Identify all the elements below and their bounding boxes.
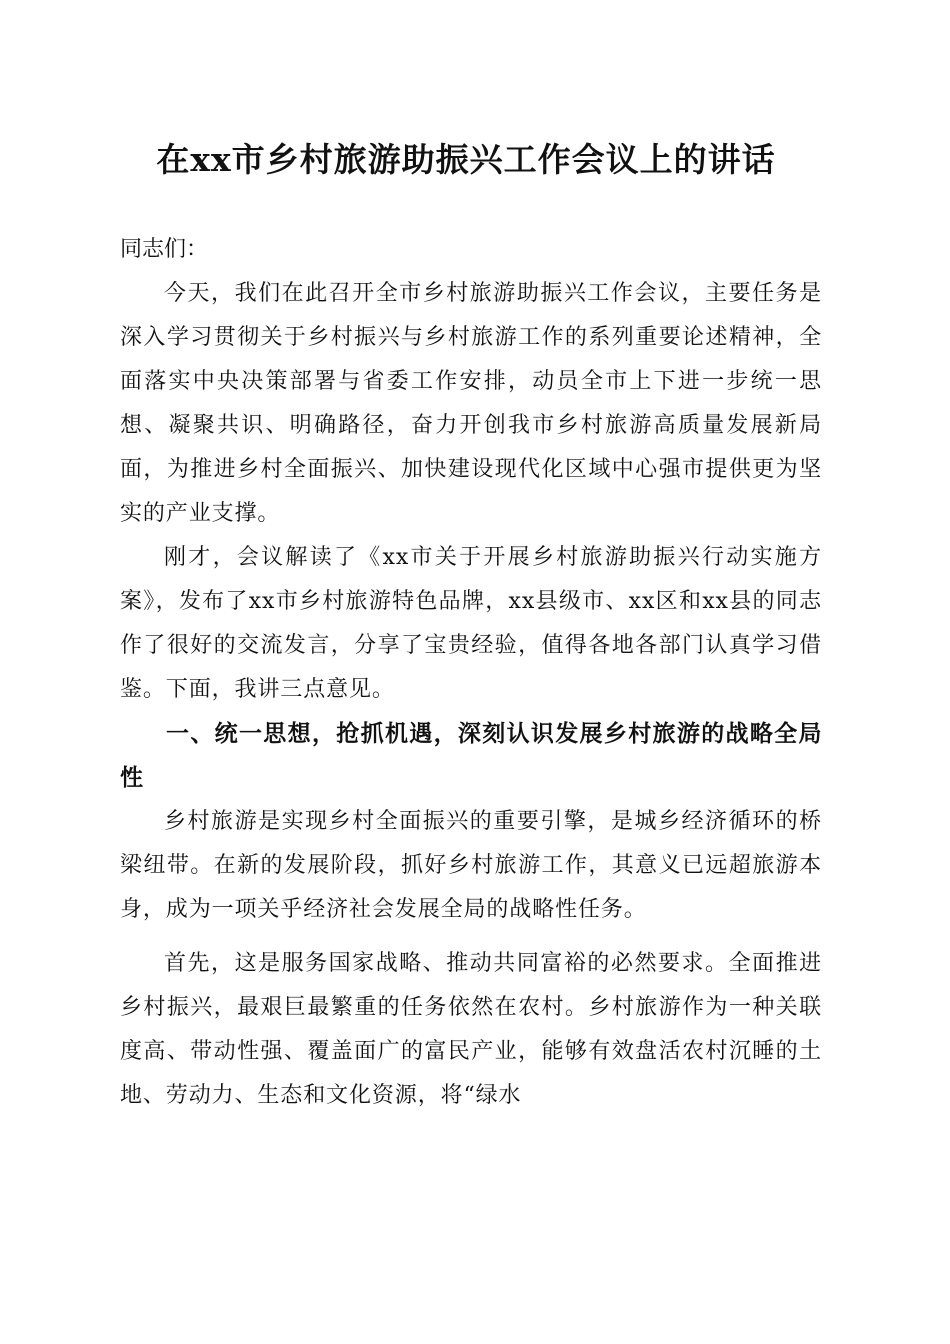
paragraph: 乡村旅游是实现乡村全面振兴的重要引擎，是城乡经济循环的桥梁纽带。在新的发展阶段，抓好乡村旅游工作，其意义已远超旅游本身，成为一项关乎经济社会发展全局的战略性任务。 [120,809,822,922]
document-page [120,130,822,1118]
paragraph: 首先，这是服务国家战略、推动共同富裕的必然要求。全面推进乡村振兴，最艰巨最繁重的任务依然在农村。乡村旅游作为一种关联度高、带动性强、覆盖面广的富民产业，能够有效盘活农村沉睡的土地、劳动力、生态和文化资源，将“绿水 [120,951,822,1108]
salutation: 同志们： [120,237,209,262]
document-title: 在xx市乡村旅游助振兴工作会议上的讲话 [156,140,776,179]
paragraph: 今天，我们在此召开全市乡村旅游助振兴工作会议，主要任务是深入学习贯彻关于乡村振兴与乡村旅游工作的系列重要论述精神，全面落实中央决策部署与省委工作安排，动员全市上下进一步统一思想、凝聚共识、明确路径，奋力开创我市乡村旅游高质量发展新局面，为推进乡村全面振兴、加快建设现代化区域中心强市提供更为坚实的产业支撑。 [120,281,822,526]
section-heading: 一、统一思想，抢抓机遇，深刻认识发展乡村旅游的战略全局性 [120,721,822,791]
paragraph: 刚才，会议解读了《xx市关于开展乡村旅游助振兴行动实施方案》，发布了xx市乡村旅游特色品牌，xx县级市、xx区和xx县的同志作了很好的交流发言，分享了宝贵经验，值得各地各部门认真学习借鉴。下面，我讲三点意见。 [120,545,822,702]
paragraph-gap [120,932,822,942]
